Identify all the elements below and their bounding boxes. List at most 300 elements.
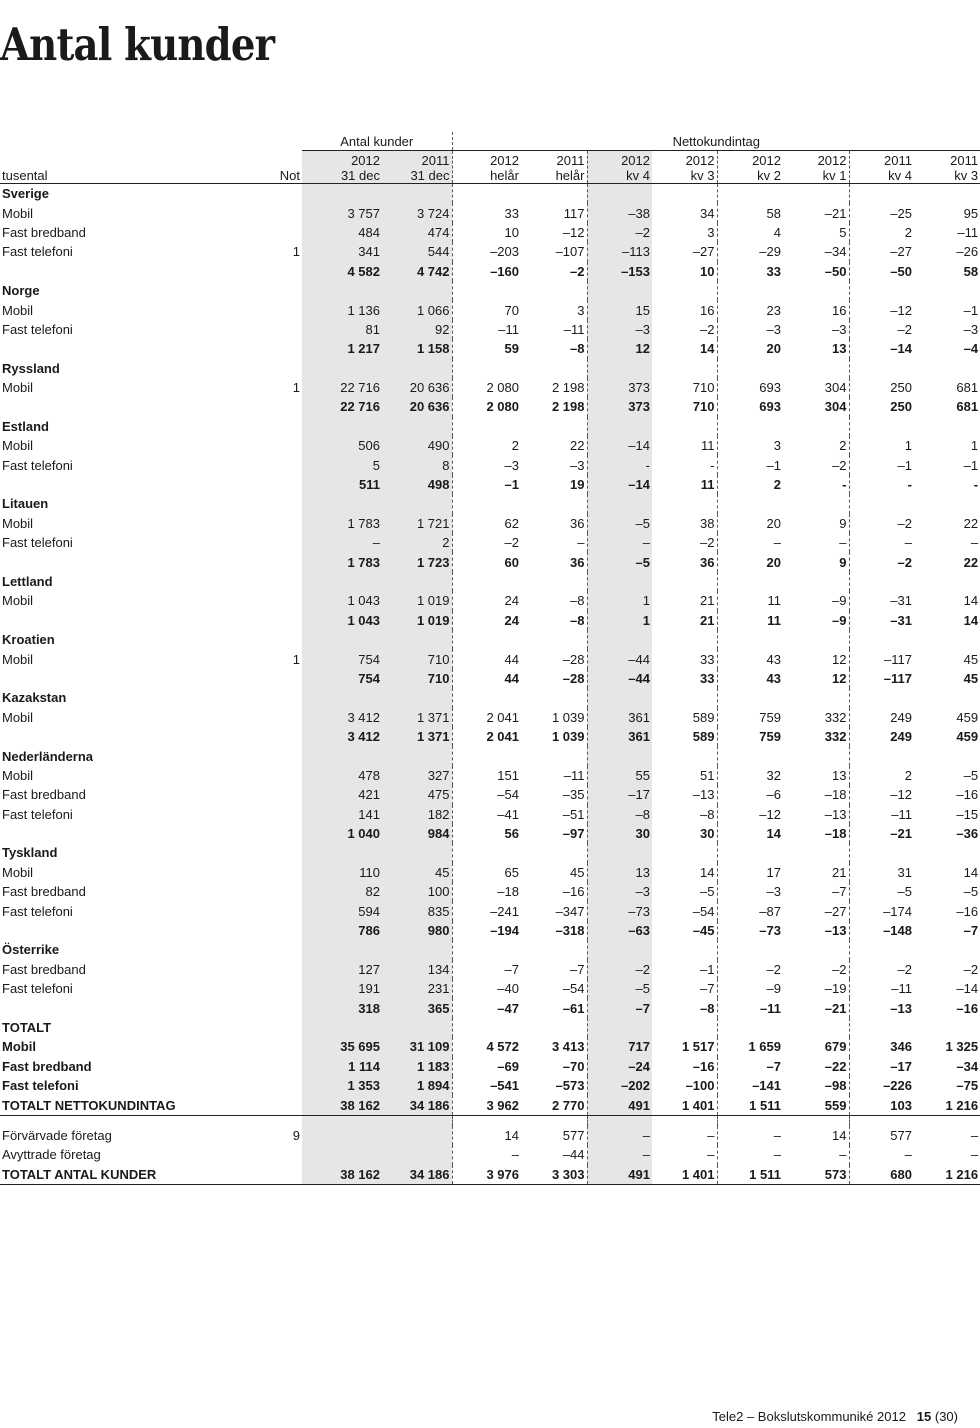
value-cell: –17 — [587, 785, 652, 804]
empty-cell — [587, 746, 652, 765]
empty-cell — [382, 940, 452, 959]
table-row — [0, 1126, 980, 1145]
value-cell: – — [839, 535, 847, 551]
empty-cell — [717, 1018, 783, 1037]
not-cell — [178, 1076, 302, 1095]
empty-cell — [783, 940, 849, 959]
row-label: Förvärvade företag — [2, 1127, 112, 1143]
row-label: Mobil — [2, 593, 34, 609]
empty-cell — [783, 281, 849, 300]
value-cell: 31 — [849, 863, 914, 882]
value-cell: 95 — [963, 205, 979, 221]
value-cell: 43 — [717, 669, 783, 688]
not-cell — [178, 746, 302, 765]
spacer-cell — [587, 1115, 652, 1126]
value-cell: –14 — [587, 436, 652, 455]
row-label-header: tusental — [2, 168, 48, 183]
value-cell: –44 — [587, 649, 652, 668]
value-cell: 1 511 — [717, 1095, 783, 1115]
value-cell: 1 517 — [681, 1039, 715, 1055]
empty-cell — [587, 843, 652, 862]
value-cell: –141 — [717, 1076, 783, 1095]
value-cell: 361 — [587, 708, 652, 727]
value-cell: 56 — [452, 824, 521, 843]
value-cell: - — [710, 457, 715, 473]
empty-cell — [849, 688, 914, 707]
value-cell: 10 — [452, 223, 521, 242]
value-cell: –73 — [587, 901, 652, 920]
value-cell: –18 — [824, 826, 847, 842]
value-cell: 327 — [382, 766, 452, 785]
value-cell: – — [587, 1126, 652, 1145]
column-header-period: kv 3 — [690, 168, 715, 183]
value-cell: 12 — [587, 339, 652, 358]
empty-cell — [452, 630, 521, 649]
empty-cell — [652, 746, 717, 765]
section-heading: Kazakstan — [2, 690, 67, 706]
column-header-period: helår — [555, 168, 585, 183]
value-cell: – — [717, 1145, 783, 1164]
not-cell — [178, 824, 302, 843]
value-cell: – — [587, 533, 652, 552]
value-cell: –5 — [587, 514, 652, 533]
value-cell: –153 — [587, 262, 652, 281]
value-cell: –1 — [717, 455, 783, 474]
value-cell: 22 — [570, 438, 585, 454]
not-cell — [178, 281, 302, 300]
empty-cell — [382, 688, 452, 707]
value-cell: –29 — [717, 242, 783, 261]
table-body — [0, 132, 980, 1184]
value-cell: 1 183 — [382, 1057, 452, 1076]
value-cell: 250 — [849, 397, 914, 416]
value-cell: 1 039 — [551, 709, 585, 725]
empty-cell — [302, 572, 382, 591]
value-cell: 365 — [382, 998, 452, 1017]
not-cell — [178, 630, 302, 649]
empty-cell — [302, 843, 382, 862]
value-cell: –27 — [692, 244, 715, 260]
value-cell: 8 — [382, 455, 452, 474]
section-heading-row — [0, 630, 980, 649]
value-cell: 16 — [700, 302, 715, 318]
empty-cell — [914, 281, 980, 300]
spacer-cell — [382, 1115, 452, 1126]
value-cell: – — [452, 1145, 521, 1164]
value-cell: 182 — [382, 805, 452, 824]
value-cell: 70 — [452, 300, 521, 319]
footer-page-number: 15 — [916, 1409, 932, 1424]
spacer-cell — [849, 1115, 914, 1126]
value-cell: 1 723 — [382, 552, 452, 571]
value-cell: –3 — [587, 320, 652, 339]
value-cell: 1 043 — [302, 611, 382, 630]
value-cell: 1 019 — [382, 591, 452, 610]
value-cell: 43 — [717, 649, 783, 668]
value-cell: 11 — [717, 591, 783, 610]
value-cell: 51 — [700, 767, 715, 783]
empty-cell — [783, 630, 849, 649]
value-cell: –7 — [832, 884, 847, 900]
section-heading-row — [0, 746, 980, 765]
value-cell: 3 757 — [302, 203, 382, 222]
column-header-period: kv 3 — [954, 168, 979, 183]
value-cell: – — [970, 1147, 979, 1163]
not-cell — [178, 572, 302, 591]
value-cell: 490 — [382, 436, 452, 455]
value-cell: 2 080 — [452, 397, 521, 416]
table-row — [0, 514, 980, 533]
value-cell: 45 — [382, 863, 452, 882]
value-cell: 1 — [970, 438, 979, 454]
empty-cell — [587, 572, 652, 591]
value-cell: 58 — [963, 263, 979, 279]
not-cell: 9 — [292, 1127, 300, 1143]
value-cell: 1 019 — [382, 611, 452, 630]
value-cell: –28 — [562, 651, 585, 667]
empty-cell — [452, 281, 521, 300]
value-cell: 117 — [563, 205, 585, 221]
empty-cell — [849, 281, 914, 300]
not-cell — [178, 339, 302, 358]
value-cell: 110 — [302, 863, 382, 882]
table-row — [0, 901, 980, 920]
empty-cell — [849, 572, 914, 591]
not-cell — [178, 669, 302, 688]
value-cell: –11 — [452, 320, 521, 339]
value-cell: 191 — [302, 979, 382, 998]
value-cell: –2 — [700, 535, 715, 551]
empty-cell — [849, 359, 914, 378]
value-cell: 835 — [382, 901, 452, 920]
value-cell: –11 — [563, 321, 585, 337]
section-heading-row — [0, 572, 980, 591]
not-cell — [178, 359, 302, 378]
spacer-cell — [717, 1115, 783, 1126]
empty-cell — [452, 359, 521, 378]
value-cell: 594 — [302, 901, 382, 920]
value-cell: 36 — [570, 515, 585, 531]
value-cell: –2 — [452, 533, 521, 552]
empty-cell — [452, 494, 521, 513]
empty-cell — [717, 494, 783, 513]
value-cell: 577 — [562, 1127, 585, 1143]
not-cell — [178, 436, 302, 455]
row-label: Fast telefoni — [2, 321, 73, 337]
value-cell: 710 — [382, 649, 452, 668]
value-cell: 3 413 — [551, 1039, 585, 1055]
value-cell: 10 — [700, 263, 715, 279]
value-cell: –13 — [824, 923, 847, 939]
value-cell: – — [970, 535, 979, 551]
section-heading-row — [0, 1018, 980, 1037]
empty-cell — [452, 746, 521, 765]
not-cell — [178, 262, 302, 281]
not-cell: 1 — [292, 244, 300, 260]
column-header-2 — [452, 151, 521, 184]
column-header-year: 2011 — [556, 153, 585, 168]
value-cell: 511 — [302, 475, 382, 494]
empty-cell — [717, 843, 783, 862]
value-cell: 19 — [570, 477, 585, 493]
empty-cell — [914, 359, 980, 378]
empty-cell — [452, 940, 521, 959]
value-cell: –347 — [555, 903, 585, 919]
value-cell: –1 — [849, 455, 914, 474]
empty-cell — [521, 281, 587, 300]
value-cell: 2 — [849, 766, 914, 785]
not-cell — [178, 203, 302, 222]
value-cell: 20 — [717, 552, 783, 571]
value-cell: 14 — [452, 1126, 521, 1145]
value-cell: 34 186 — [382, 1095, 452, 1115]
empty-cell — [783, 1018, 849, 1037]
value-cell: –31 — [849, 611, 914, 630]
empty-cell — [452, 184, 521, 204]
empty-cell — [302, 417, 382, 436]
value-cell: 710 — [382, 669, 452, 688]
not-cell — [178, 727, 302, 746]
value-cell: –16 — [956, 787, 979, 803]
value-cell: 1 894 — [382, 1076, 452, 1095]
empty-cell — [914, 746, 980, 765]
value-cell: 717 — [587, 1037, 652, 1056]
value-cell: –160 — [452, 262, 521, 281]
value-cell: 32 — [717, 766, 783, 785]
empty-cell — [302, 688, 382, 707]
table-row — [0, 805, 980, 824]
row-label: Mobil — [2, 205, 34, 221]
value-cell: –8 — [570, 612, 585, 628]
column-header-year: 2012 — [752, 153, 781, 168]
empty-cell — [914, 940, 980, 959]
value-cell: 373 — [587, 397, 652, 416]
value-cell: 13 — [587, 863, 652, 882]
value-cell: 2 — [382, 533, 452, 552]
row-label: Mobil — [2, 380, 34, 396]
row-label: Fast telefoni — [2, 981, 73, 997]
section-heading-row — [0, 417, 980, 436]
value-cell: –16 — [956, 1000, 979, 1016]
value-cell: –44 — [562, 1147, 585, 1163]
value-cell: 12 — [832, 670, 847, 686]
value-cell: –14 — [956, 981, 979, 997]
value-cell: 1 511 — [717, 1165, 783, 1185]
value-cell: –22 — [824, 1058, 847, 1074]
value-cell: 491 — [587, 1095, 652, 1115]
value-cell: 680 — [849, 1165, 914, 1185]
value-cell: – — [717, 1126, 783, 1145]
value-cell: –97 — [562, 826, 585, 842]
empty-cell — [652, 572, 717, 591]
empty-cell — [382, 359, 452, 378]
value-cell: 4 582 — [302, 262, 382, 281]
row-label: Fast telefoni — [2, 535, 73, 551]
value-cell: 30 — [700, 826, 715, 842]
empty-cell — [914, 688, 980, 707]
value-cell: –148 — [849, 921, 914, 940]
spacer-cell — [914, 1115, 980, 1126]
section-heading: Kroatien — [2, 632, 55, 648]
empty-cell — [783, 843, 849, 862]
value-cell: –7 — [700, 981, 715, 997]
value-cell: –50 — [824, 263, 847, 279]
value-cell: –5 — [700, 884, 715, 900]
value-cell: –8 — [700, 806, 715, 822]
value-cell: –26 — [956, 244, 979, 260]
value-cell: –1 — [700, 961, 715, 977]
table-row — [0, 1076, 980, 1095]
value-cell: –16 — [562, 884, 585, 900]
empty-cell — [783, 494, 849, 513]
value-cell: –12 — [849, 785, 914, 804]
value-cell: 710 — [692, 380, 715, 396]
not-cell — [178, 863, 302, 882]
empty-cell — [717, 359, 783, 378]
section-heading: Nederländerna — [2, 748, 94, 764]
value-cell: 33 — [717, 262, 783, 281]
empty-cell — [587, 184, 652, 204]
table-row — [0, 979, 980, 998]
not-cell — [178, 998, 302, 1017]
value-cell: 2 080 — [452, 378, 521, 397]
value-cell: – — [587, 1145, 652, 1164]
value-cell: –87 — [717, 901, 783, 920]
value-cell: 332 — [824, 729, 847, 745]
value-cell: 304 — [824, 380, 847, 396]
empty-cell — [382, 281, 452, 300]
value-cell: 2 — [452, 436, 521, 455]
column-header-6 — [717, 151, 783, 184]
value-cell: –69 — [452, 1057, 521, 1076]
empty-cell — [521, 746, 587, 765]
not-cell — [178, 552, 302, 571]
row-label: Fast telefoni — [2, 457, 73, 473]
value-cell: 38 162 — [302, 1165, 382, 1185]
value-cell: – — [302, 533, 382, 552]
value-cell: 1 401 — [652, 1165, 717, 1185]
value-cell: –16 — [692, 1058, 715, 1074]
empty-cell — [717, 940, 783, 959]
value-cell: –54 — [692, 903, 715, 919]
value-cell: - — [849, 475, 914, 494]
value-cell: –2 — [832, 457, 847, 473]
value-cell: –107 — [555, 244, 585, 260]
section-heading: Tyskland — [2, 845, 58, 861]
value-cell: 693 — [717, 397, 783, 416]
value-cell: –241 — [452, 901, 521, 920]
value-cell: –15 — [956, 806, 979, 822]
row-label — [0, 824, 178, 843]
value-cell: 23 — [717, 300, 783, 319]
table-row — [0, 882, 980, 901]
value-cell — [382, 1126, 452, 1145]
value-cell: –34 — [956, 1058, 979, 1074]
value-cell: 2 041 — [452, 727, 521, 746]
not-cell — [178, 494, 302, 513]
empty-cell — [914, 572, 980, 591]
value-cell: –2 — [587, 223, 652, 242]
value-cell: 60 — [452, 552, 521, 571]
value-cell: 3 962 — [452, 1095, 521, 1115]
section-heading-row — [0, 184, 980, 204]
empty-cell — [587, 417, 652, 436]
value-cell: 681 — [956, 380, 979, 396]
value-cell: –3 — [587, 882, 652, 901]
value-cell: –4 — [963, 341, 979, 357]
value-cell: 2 198 — [551, 399, 585, 415]
value-cell: 15 — [587, 300, 652, 319]
section-heading: Österrike — [2, 942, 60, 958]
value-cell: –28 — [562, 670, 585, 686]
empty-cell — [452, 688, 521, 707]
value-cell: –27 — [824, 903, 847, 919]
value-cell: 1 114 — [302, 1057, 382, 1076]
row-label: Mobil — [2, 709, 34, 725]
value-cell: –2 — [963, 961, 979, 977]
value-cell: 759 — [717, 727, 783, 746]
table-row — [0, 863, 980, 882]
value-cell — [302, 1126, 382, 1145]
section-heading-row — [0, 281, 980, 300]
value-cell: –2 — [570, 263, 585, 279]
value-cell: –45 — [692, 923, 715, 939]
value-cell: –3 — [832, 321, 847, 337]
grand-total-row — [0, 1095, 980, 1115]
value-cell: 1 216 — [914, 1165, 980, 1185]
value-cell: – — [839, 1147, 847, 1163]
table-row — [0, 455, 980, 474]
value-cell: –31 — [849, 591, 914, 610]
spacer-cell — [783, 1115, 849, 1126]
value-cell: –1 — [452, 475, 521, 494]
value-cell: – — [707, 1147, 715, 1163]
value-cell: 55 — [587, 766, 652, 785]
value-cell: 151 — [452, 766, 521, 785]
value-cell: 2 — [717, 475, 783, 494]
value-cell: –117 — [849, 649, 914, 668]
value-cell: 34 — [700, 205, 715, 221]
not-header: Not — [279, 168, 300, 183]
value-cell: 3 — [717, 436, 783, 455]
column-header-8 — [849, 151, 914, 184]
value-cell: –8 — [587, 805, 652, 824]
empty-cell — [849, 417, 914, 436]
value-cell: 1 066 — [382, 300, 452, 319]
empty-cell — [452, 843, 521, 862]
table-row — [0, 320, 980, 339]
value-cell: –5 — [963, 884, 979, 900]
empty-cell — [783, 688, 849, 707]
value-cell: - — [842, 477, 847, 493]
value-cell: 249 — [849, 727, 914, 746]
not-cell — [178, 184, 302, 204]
value-cell: 31 109 — [382, 1037, 452, 1056]
value-cell: 559 — [783, 1095, 849, 1115]
not-cell — [178, 688, 302, 707]
value-cell: –38 — [587, 203, 652, 222]
empty-cell — [302, 281, 382, 300]
value-cell: 20 636 — [382, 378, 452, 397]
value-cell: 710 — [692, 399, 715, 415]
value-cell: –18 — [824, 787, 847, 803]
value-cell: 14 — [700, 341, 715, 357]
value-cell: –16 — [956, 903, 979, 919]
not-cell — [178, 1057, 302, 1076]
not-cell — [178, 611, 302, 630]
value-cell: –75 — [956, 1078, 979, 1094]
value-cell: –54 — [562, 981, 585, 997]
